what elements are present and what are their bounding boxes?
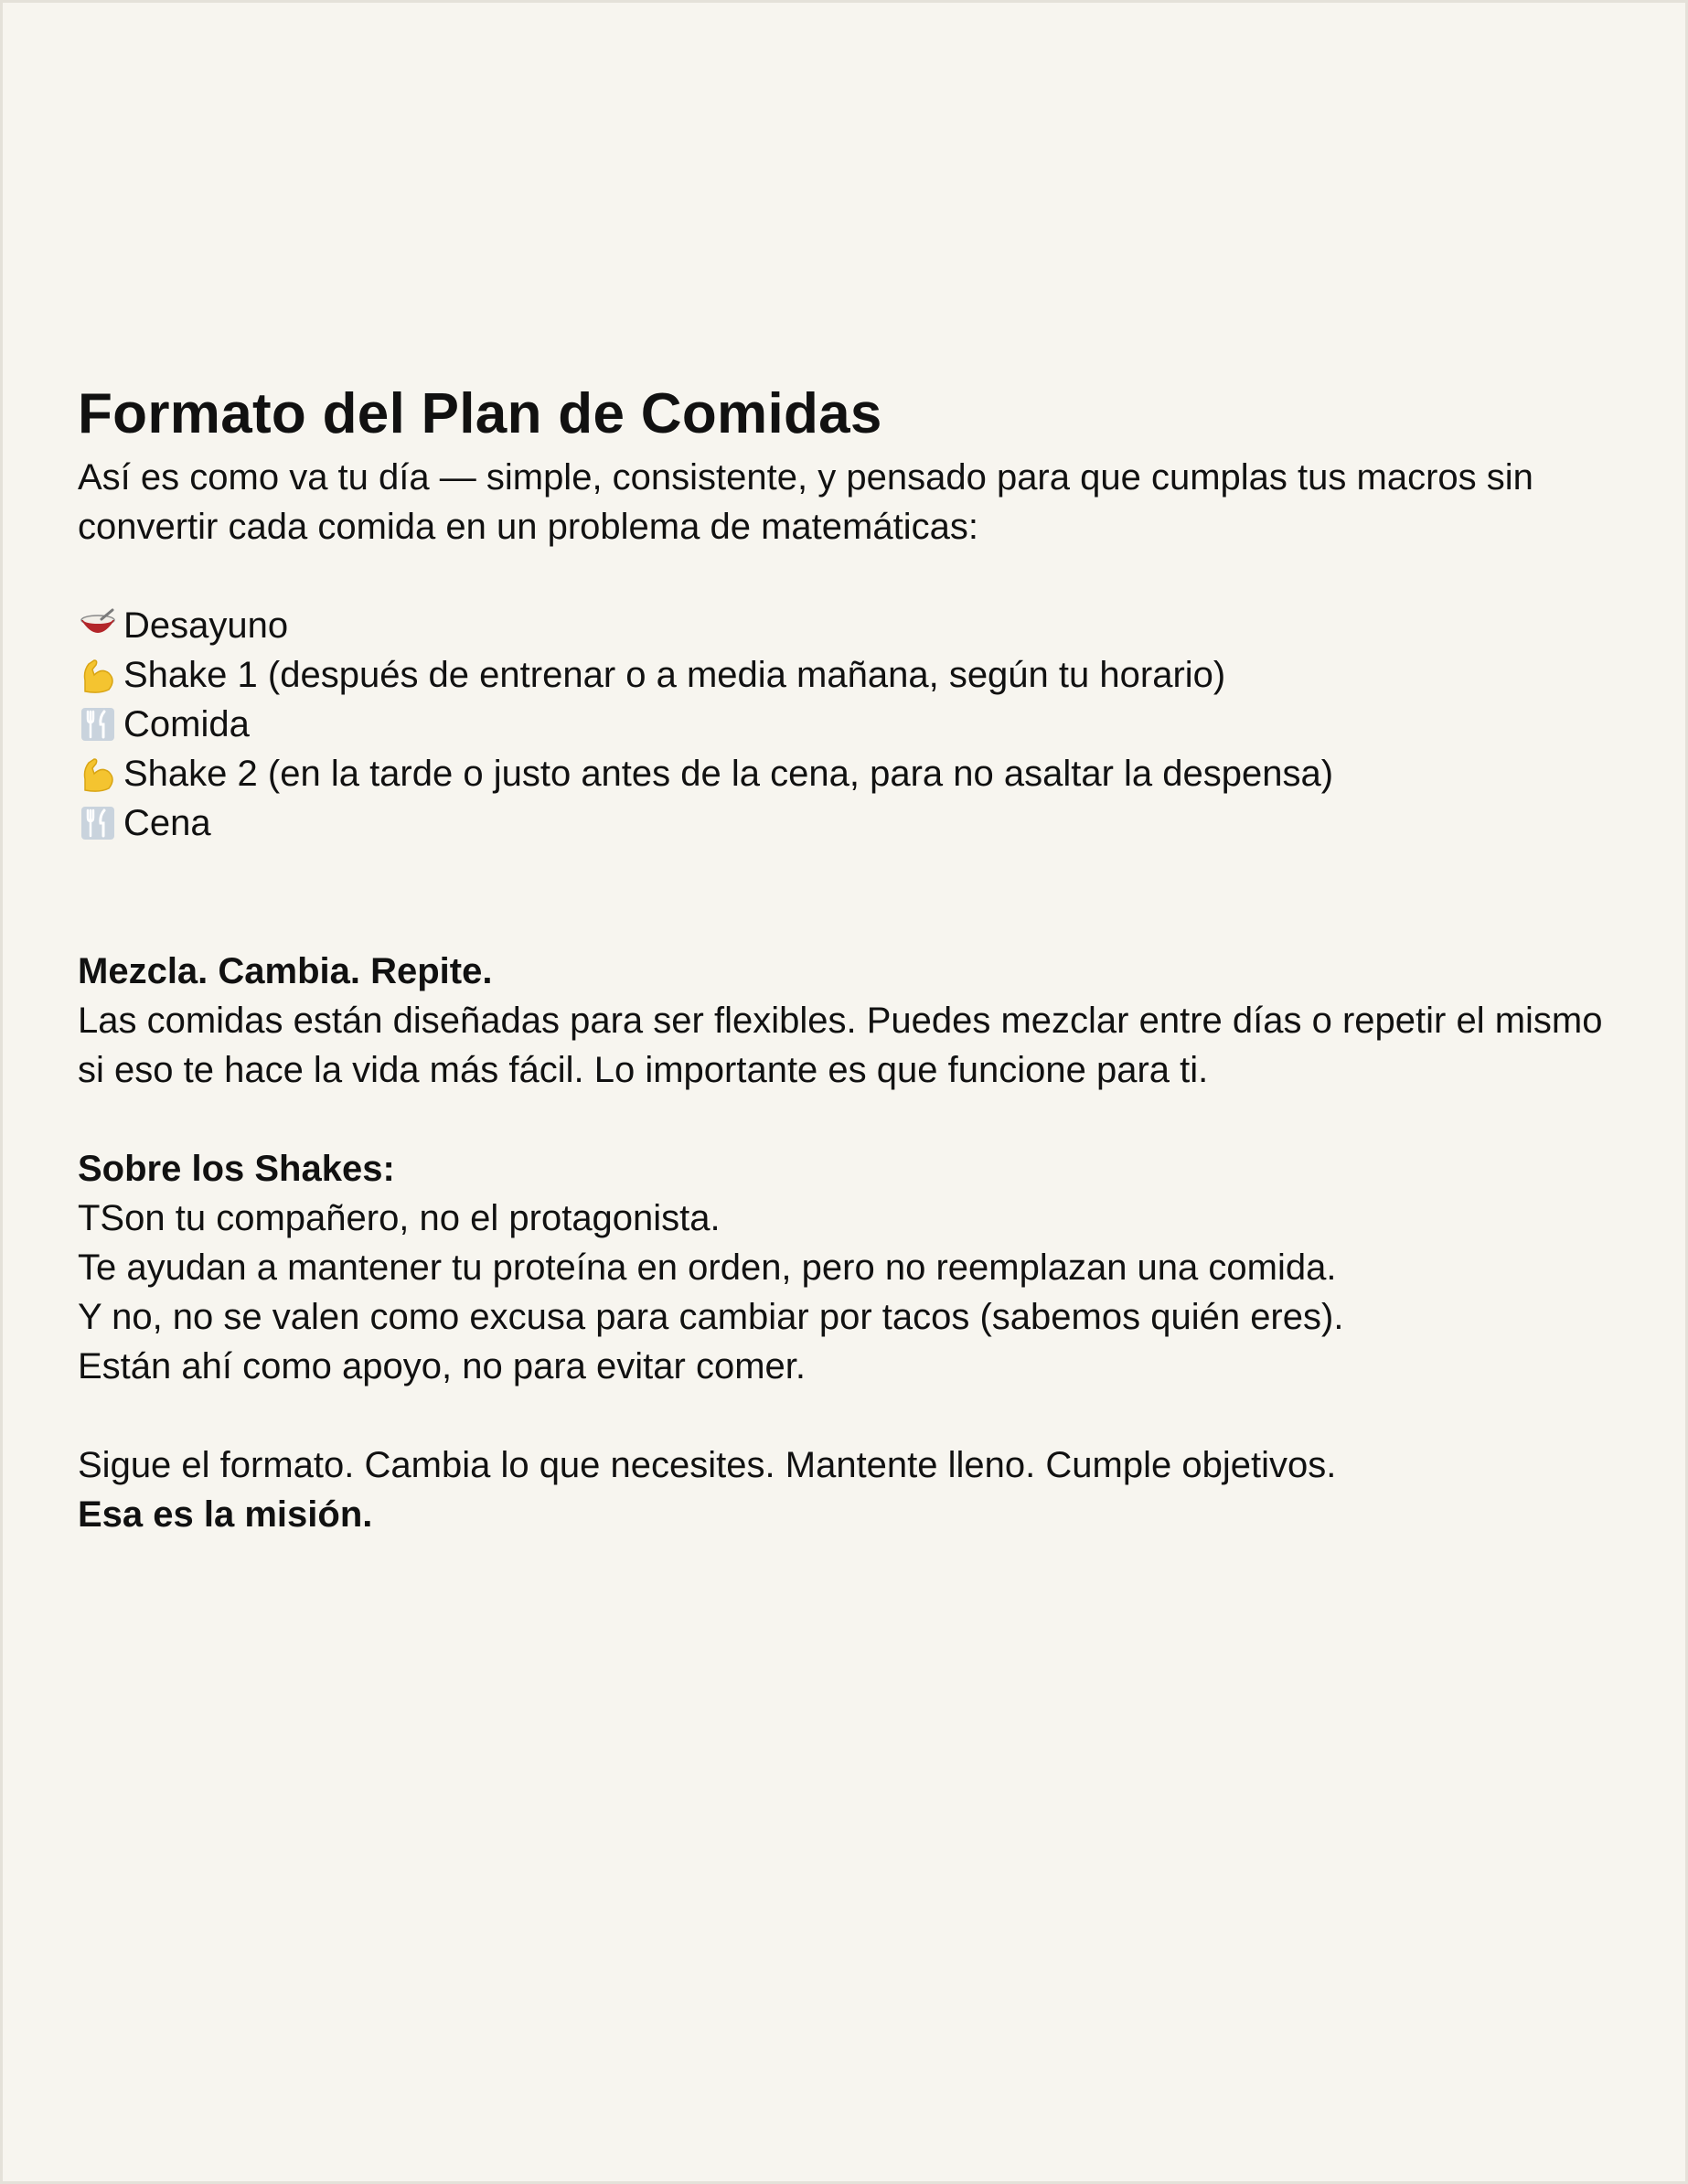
page-title: Formato del Plan de Comidas	[78, 382, 882, 445]
meal-item-comida	[78, 700, 1632, 749]
meal-label: Cena	[123, 803, 211, 843]
fork-and-knife-icon	[78, 803, 118, 843]
bowl-icon	[78, 605, 118, 646]
flexed-bicep-icon	[78, 655, 118, 695]
intro-paragraph: Así es como va tu día — simple, consistente, y pensado para que cumplas tus macros sin convertir cada comida en un problema de matemáticas:	[78, 457, 1533, 547]
shakes-heading: Sobre los Shakes:	[78, 1149, 395, 1189]
shakes-line: Te ayudan a mantener tu proteína en orden, pero no reemplazan una comida.	[78, 1247, 1337, 1288]
meal-item-desayuno	[78, 601, 1632, 650]
shakes-line: TSon tu compañero, no el protagonista.	[78, 1198, 721, 1238]
meal-label: Desayuno	[123, 605, 289, 646]
closing-line: Sigue el formato. Cambia lo que necesites. Mantente lleno. Cumple objetivos.	[78, 1445, 1337, 1485]
mission-line: Esa es la misión.	[78, 1494, 373, 1535]
mix-paragraph: Las comidas están diseñadas para ser flexibles. Puedes mezclar entre días o repetir el mismo si eso te hace la vida más fácil. Lo importante es que funcione para ti.	[78, 1001, 1603, 1090]
meal-label: Comida	[123, 704, 250, 744]
meal-item-shake-2	[78, 749, 1632, 798]
fork-and-knife-icon	[78, 704, 118, 744]
meal-item-shake-1	[78, 650, 1632, 700]
meal-label: Shake 2 (en la tarde o justo antes de la cena, para no asaltar la despensa)	[123, 754, 1334, 794]
meal-label: Shake 1 (después de entrenar o a media mañana, según tu horario)	[123, 655, 1226, 695]
mix-heading: Mezcla. Cambia. Repite.	[78, 951, 493, 991]
meal-item-cena	[78, 798, 1632, 848]
document-content	[78, 376, 1632, 1539]
flexed-bicep-icon	[78, 754, 118, 794]
shakes-line: Y no, no se valen como excusa para cambiar por tacos (sabemos quién eres).	[78, 1297, 1344, 1337]
shakes-line: Están ahí como apoyo, no para evitar comer.	[78, 1346, 806, 1386]
